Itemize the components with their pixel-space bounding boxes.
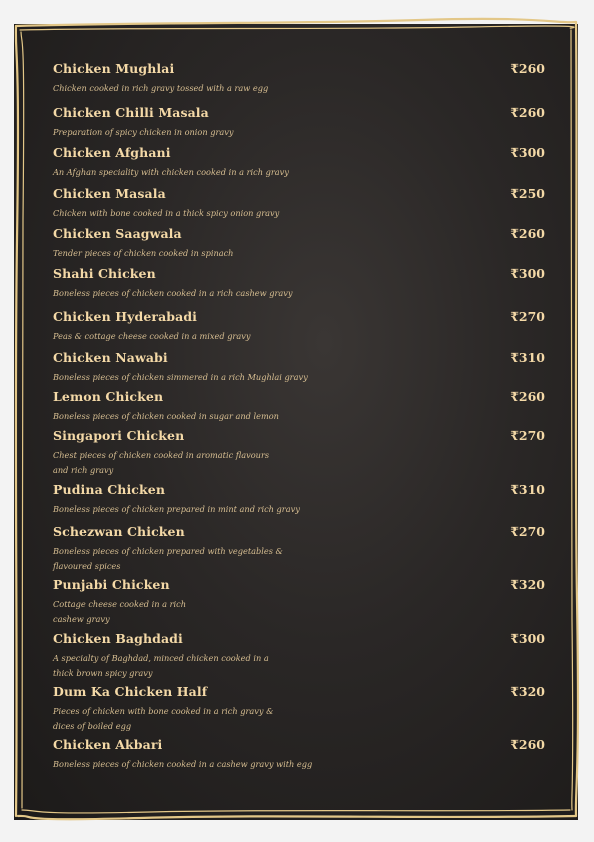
item-price: ₹270	[510, 524, 545, 539]
item-name: Punjabi Chicken	[53, 577, 170, 592]
item-name: Chicken Akbari	[53, 737, 163, 752]
item-price: ₹310	[510, 482, 545, 497]
item-name: Shahi Chicken	[53, 266, 156, 281]
item-price: ₹270	[510, 428, 545, 443]
item-name: Chicken Saagwala	[53, 226, 182, 241]
item-name: Singapori Chicken	[53, 428, 185, 443]
item-name: Dum Ka Chicken Half	[53, 684, 208, 699]
item-description: Boneless pieces of chicken cooked in a cashew gravy with egg	[53, 759, 313, 769]
item-price: ₹260	[510, 737, 545, 752]
item-name: Lemon Chicken	[53, 389, 164, 404]
item-description: Chicken with bone cooked in a thick spicy onion gravy	[53, 208, 280, 218]
item-description: An Afghan speciality with chicken cooked in a rich gravy	[53, 167, 289, 177]
item-description: Chest pieces of chicken cooked in aromatic flavours and rich gravy	[53, 450, 270, 475]
item-description: Pieces of chicken with bone cooked in a rich gravy & dices of boiled egg	[53, 706, 274, 731]
item-name: Pudina Chicken	[53, 482, 166, 497]
item-name: Chicken Chilli Masala	[53, 105, 209, 120]
item-name: Chicken Hyderabadi	[53, 309, 198, 324]
item-name: Chicken Masala	[53, 186, 166, 201]
item-price: ₹310	[510, 350, 545, 365]
item-description: Tender pieces of chicken cooked in spinach	[53, 248, 234, 258]
item-description: Preparation of spicy chicken in onion gravy	[53, 127, 234, 137]
item-description: Boneless pieces of chicken simmered in a rich Mughlai gravy	[53, 372, 308, 382]
item-name: Chicken Baghdadi	[53, 631, 183, 646]
item-price: ₹250	[510, 186, 545, 201]
item-price: ₹300	[510, 266, 545, 281]
item-name: Chicken Afghani	[53, 145, 171, 160]
item-description: Cottage cheese cooked in a rich cashew gravy	[53, 599, 187, 624]
item-price: ₹300	[510, 631, 545, 646]
item-description: A specialty of Baghdad, minced chicken cooked in a thick brown spicy gravy	[53, 653, 269, 678]
item-description: Boneless pieces of chicken cooked in a rich cashew gravy	[53, 288, 293, 298]
item-price: ₹320	[510, 684, 545, 699]
item-description: Chicken cooked in rich gravy tossed with a raw egg	[53, 83, 269, 93]
item-price: ₹260	[510, 105, 545, 120]
item-name: Schezwan Chicken	[53, 524, 185, 539]
item-price: ₹260	[510, 226, 545, 241]
item-price: ₹270	[510, 309, 545, 324]
item-price: ₹320	[510, 577, 545, 592]
item-name: Chicken Nawabi	[53, 350, 168, 365]
item-price: ₹260	[510, 389, 545, 404]
item-price: ₹300	[510, 145, 545, 160]
item-description: Boneless pieces of chicken cooked in sugar and lemon	[53, 411, 279, 421]
item-description: Boneless pieces of chicken prepared with vegetables & flavoured spices	[53, 546, 283, 571]
item-price: ₹260	[510, 61, 545, 76]
item-name: Chicken Mughlai	[53, 61, 175, 76]
item-description: Peas & cottage cheese cooked in a mixed gravy	[53, 331, 251, 341]
item-description: Boneless pieces of chicken prepared in mint and rich gravy	[53, 504, 300, 514]
